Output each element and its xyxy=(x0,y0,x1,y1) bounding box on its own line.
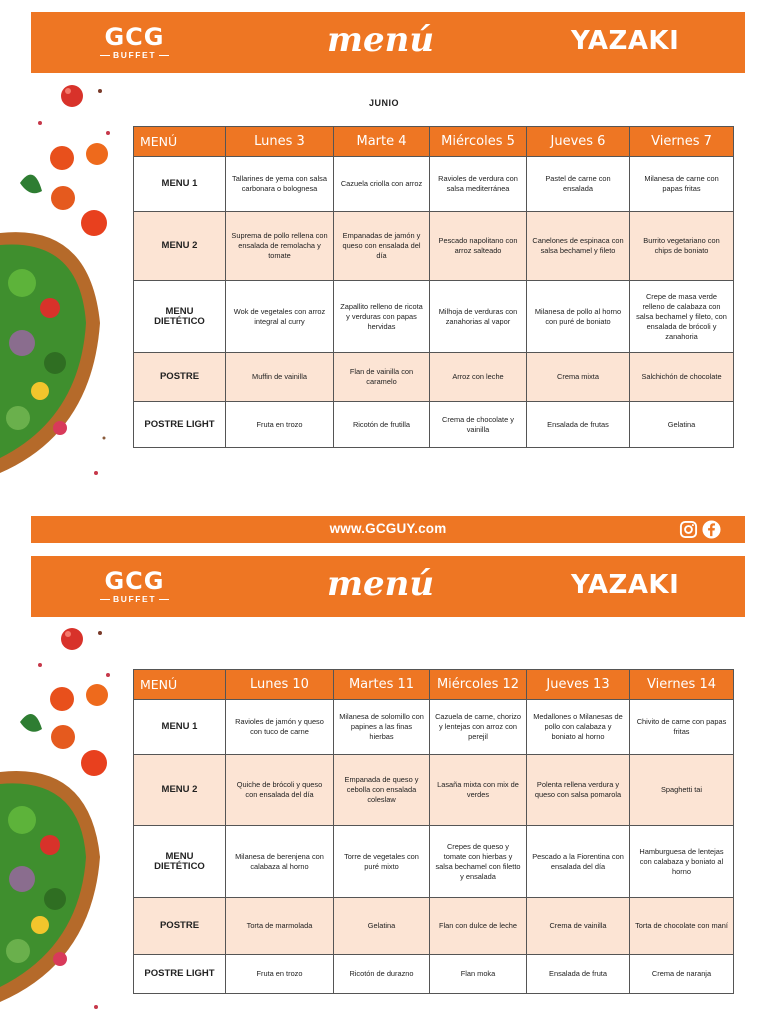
dish-cell: Flan de vainilla con caramelo xyxy=(334,353,430,402)
salad-decoration-image xyxy=(0,73,118,513)
dish-cell: Ensalada de frutas xyxy=(527,402,630,448)
logo-subtitle: BUFFET xyxy=(97,594,172,604)
dish-cell: Hamburguesa de lentejas con calabaza y boniato al horno xyxy=(630,826,734,898)
table-row xyxy=(134,353,734,402)
table-row xyxy=(134,212,734,281)
dish-cell: Flan moka xyxy=(430,955,527,994)
table-corner-label: MENÚ xyxy=(134,670,226,700)
day-header: Miércoles 12 xyxy=(430,670,527,700)
table-row xyxy=(134,955,734,994)
table-header-row xyxy=(134,670,734,700)
row-label: MENU 2 xyxy=(134,755,226,826)
dish-cell: Lasaña mixta con mix de verdes xyxy=(430,755,527,826)
dish-cell: Spaghetti tai xyxy=(630,755,734,826)
logo-subtitle: BUFFET xyxy=(97,50,172,60)
dish-cell: Crema de vainilla xyxy=(527,898,630,955)
logo-mark: GCG xyxy=(104,567,165,595)
dish-cell: Flan con dulce de leche xyxy=(430,898,527,955)
dish-cell: Wok de vegetales con arroz integral al curry xyxy=(226,281,334,353)
day-header: Marte 4 xyxy=(334,127,430,157)
client-name: YAZAKI xyxy=(571,26,680,56)
dish-cell: Torta de marmolada xyxy=(226,898,334,955)
table-row xyxy=(134,700,734,755)
dish-cell: Milhoja de verduras con zanahorias al vapor xyxy=(430,281,527,353)
day-header: Martes 11 xyxy=(334,670,430,700)
dish-cell: Ricotón de durazno xyxy=(334,955,430,994)
table-header-row xyxy=(134,127,734,157)
dish-cell: Crema mixta xyxy=(527,353,630,402)
dish-cell: Suprema de pollo rellena con ensalada de remolacha y tomate xyxy=(226,212,334,281)
dish-cell: Gelatina xyxy=(630,402,734,448)
dish-cell: Arroz con leche xyxy=(430,353,527,402)
dish-cell: Chivito de carne con papas fritas xyxy=(630,700,734,755)
dish-cell: Fruta en trozo xyxy=(226,402,334,448)
dish-cell: Milanesa de berenjena con calabaza al horno xyxy=(226,826,334,898)
day-header: Miércoles 5 xyxy=(430,127,527,157)
dish-cell: Ricotón de frutilla xyxy=(334,402,430,448)
dish-cell: Torta de chocolate con maní xyxy=(630,898,734,955)
dish-cell: Salchichón de chocolate xyxy=(630,353,734,402)
table-row xyxy=(134,402,734,448)
dish-cell: Burrito vegetariano con chips de boniato xyxy=(630,212,734,281)
website-link[interactable]: www.GCGUY.com xyxy=(329,521,447,536)
dish-cell: Milanesa de pollo al horno con puré de boniato xyxy=(527,281,630,353)
dish-cell: Ravioles de verdura con salsa mediterránea xyxy=(430,157,527,212)
dish-cell: Cazuela de carne, chorizo y lentejas con arroz con perejil xyxy=(430,700,527,755)
day-header: Lunes 10 xyxy=(226,670,334,700)
table-row xyxy=(134,898,734,955)
dish-cell: Cazuela criolla con arroz xyxy=(334,157,430,212)
row-label: POSTRE LIGHT xyxy=(134,402,226,448)
header-band xyxy=(31,12,745,73)
table-corner-label: MENÚ xyxy=(134,127,226,157)
dish-cell: Pescado a la Fiorentina con ensalada del día xyxy=(527,826,630,898)
row-label: MENU DIETÉTICO xyxy=(134,826,226,898)
gcg-buffet-logo xyxy=(97,568,172,604)
dish-cell: Tallarines de yema con salsa carbonara o bolognesa xyxy=(226,157,334,212)
table-row xyxy=(134,826,734,898)
menu-title: menú xyxy=(327,20,435,60)
client-name: YAZAKI xyxy=(571,570,680,600)
salad-decoration-image xyxy=(0,617,118,1022)
dish-cell: Pescado napolitano con arroz salteado xyxy=(430,212,527,281)
menu-page-week-2 xyxy=(0,545,768,1024)
row-label: MENU DIETÉTICO xyxy=(134,281,226,353)
instagram-icon[interactable] xyxy=(679,520,698,539)
dish-cell: Crepe de masa verde relleno de calabaza con salsa bechamel y fileto, con ensalada de brócoli y zanahoria xyxy=(630,281,734,353)
dish-cell: Torre de vegetales con puré mixto xyxy=(334,826,430,898)
dish-cell: Medallones o Milanesas de pollo con calabaza y boniato al horno xyxy=(527,700,630,755)
day-header: Jueves 6 xyxy=(527,127,630,157)
dish-cell: Ravioles de jamón y queso con tuco de carne xyxy=(226,700,334,755)
dish-cell: Polenta rellena verdura y queso con salsa pomarola xyxy=(527,755,630,826)
row-label: MENU 1 xyxy=(134,157,226,212)
dish-cell: Fruta en trozo xyxy=(226,955,334,994)
day-header: Lunes 3 xyxy=(226,127,334,157)
logo-mark: GCG xyxy=(104,23,165,51)
dish-cell: Milanesa de carne con papas fritas xyxy=(630,157,734,212)
dish-cell: Crema de chocolate y vainilla xyxy=(430,402,527,448)
day-header: Viernes 14 xyxy=(630,670,734,700)
day-header: Viernes 7 xyxy=(630,127,734,157)
table-row xyxy=(134,755,734,826)
row-label: POSTRE xyxy=(134,353,226,402)
dish-cell: Milanesa de solomillo con papines a las finas hierbas xyxy=(334,700,430,755)
month-label: JUNIO xyxy=(368,98,399,108)
row-label: MENU 2 xyxy=(134,212,226,281)
dish-cell: Crepes de queso y tomate con hierbas y salsa bechamel con filetto y ensalada xyxy=(430,826,527,898)
dish-cell: Muffin de vainilla xyxy=(226,353,334,402)
dish-cell: Ensalada de fruta xyxy=(527,955,630,994)
table-row xyxy=(134,281,734,353)
dish-cell: Quiche de brócoli y queso con ensalada del día xyxy=(226,755,334,826)
dish-cell: Empanadas de jamón y queso con ensalada del día xyxy=(334,212,430,281)
dish-cell: Pastel de carne con ensalada xyxy=(527,157,630,212)
dish-cell: Gelatina xyxy=(334,898,430,955)
row-label: MENU 1 xyxy=(134,700,226,755)
table-row xyxy=(134,157,734,212)
menu-title: menú xyxy=(327,564,435,604)
weekly-menu-table xyxy=(133,669,734,994)
header-band xyxy=(31,556,745,617)
row-label: POSTRE LIGHT xyxy=(134,955,226,994)
footer-band xyxy=(31,516,745,543)
dish-cell: Crema de naranja xyxy=(630,955,734,994)
dish-cell: Empanada de queso y cebolla con ensalada coleslaw xyxy=(334,755,430,826)
row-label: POSTRE xyxy=(134,898,226,955)
gcg-buffet-logo xyxy=(97,24,172,60)
dish-cell: Zapallito relleno de ricota y verduras con papas hervidas xyxy=(334,281,430,353)
day-header: Jueves 13 xyxy=(527,670,630,700)
dish-cell: Canelones de espinaca con salsa bechamel y fileto xyxy=(527,212,630,281)
weekly-menu-table xyxy=(133,126,734,448)
facebook-icon[interactable] xyxy=(702,520,721,539)
